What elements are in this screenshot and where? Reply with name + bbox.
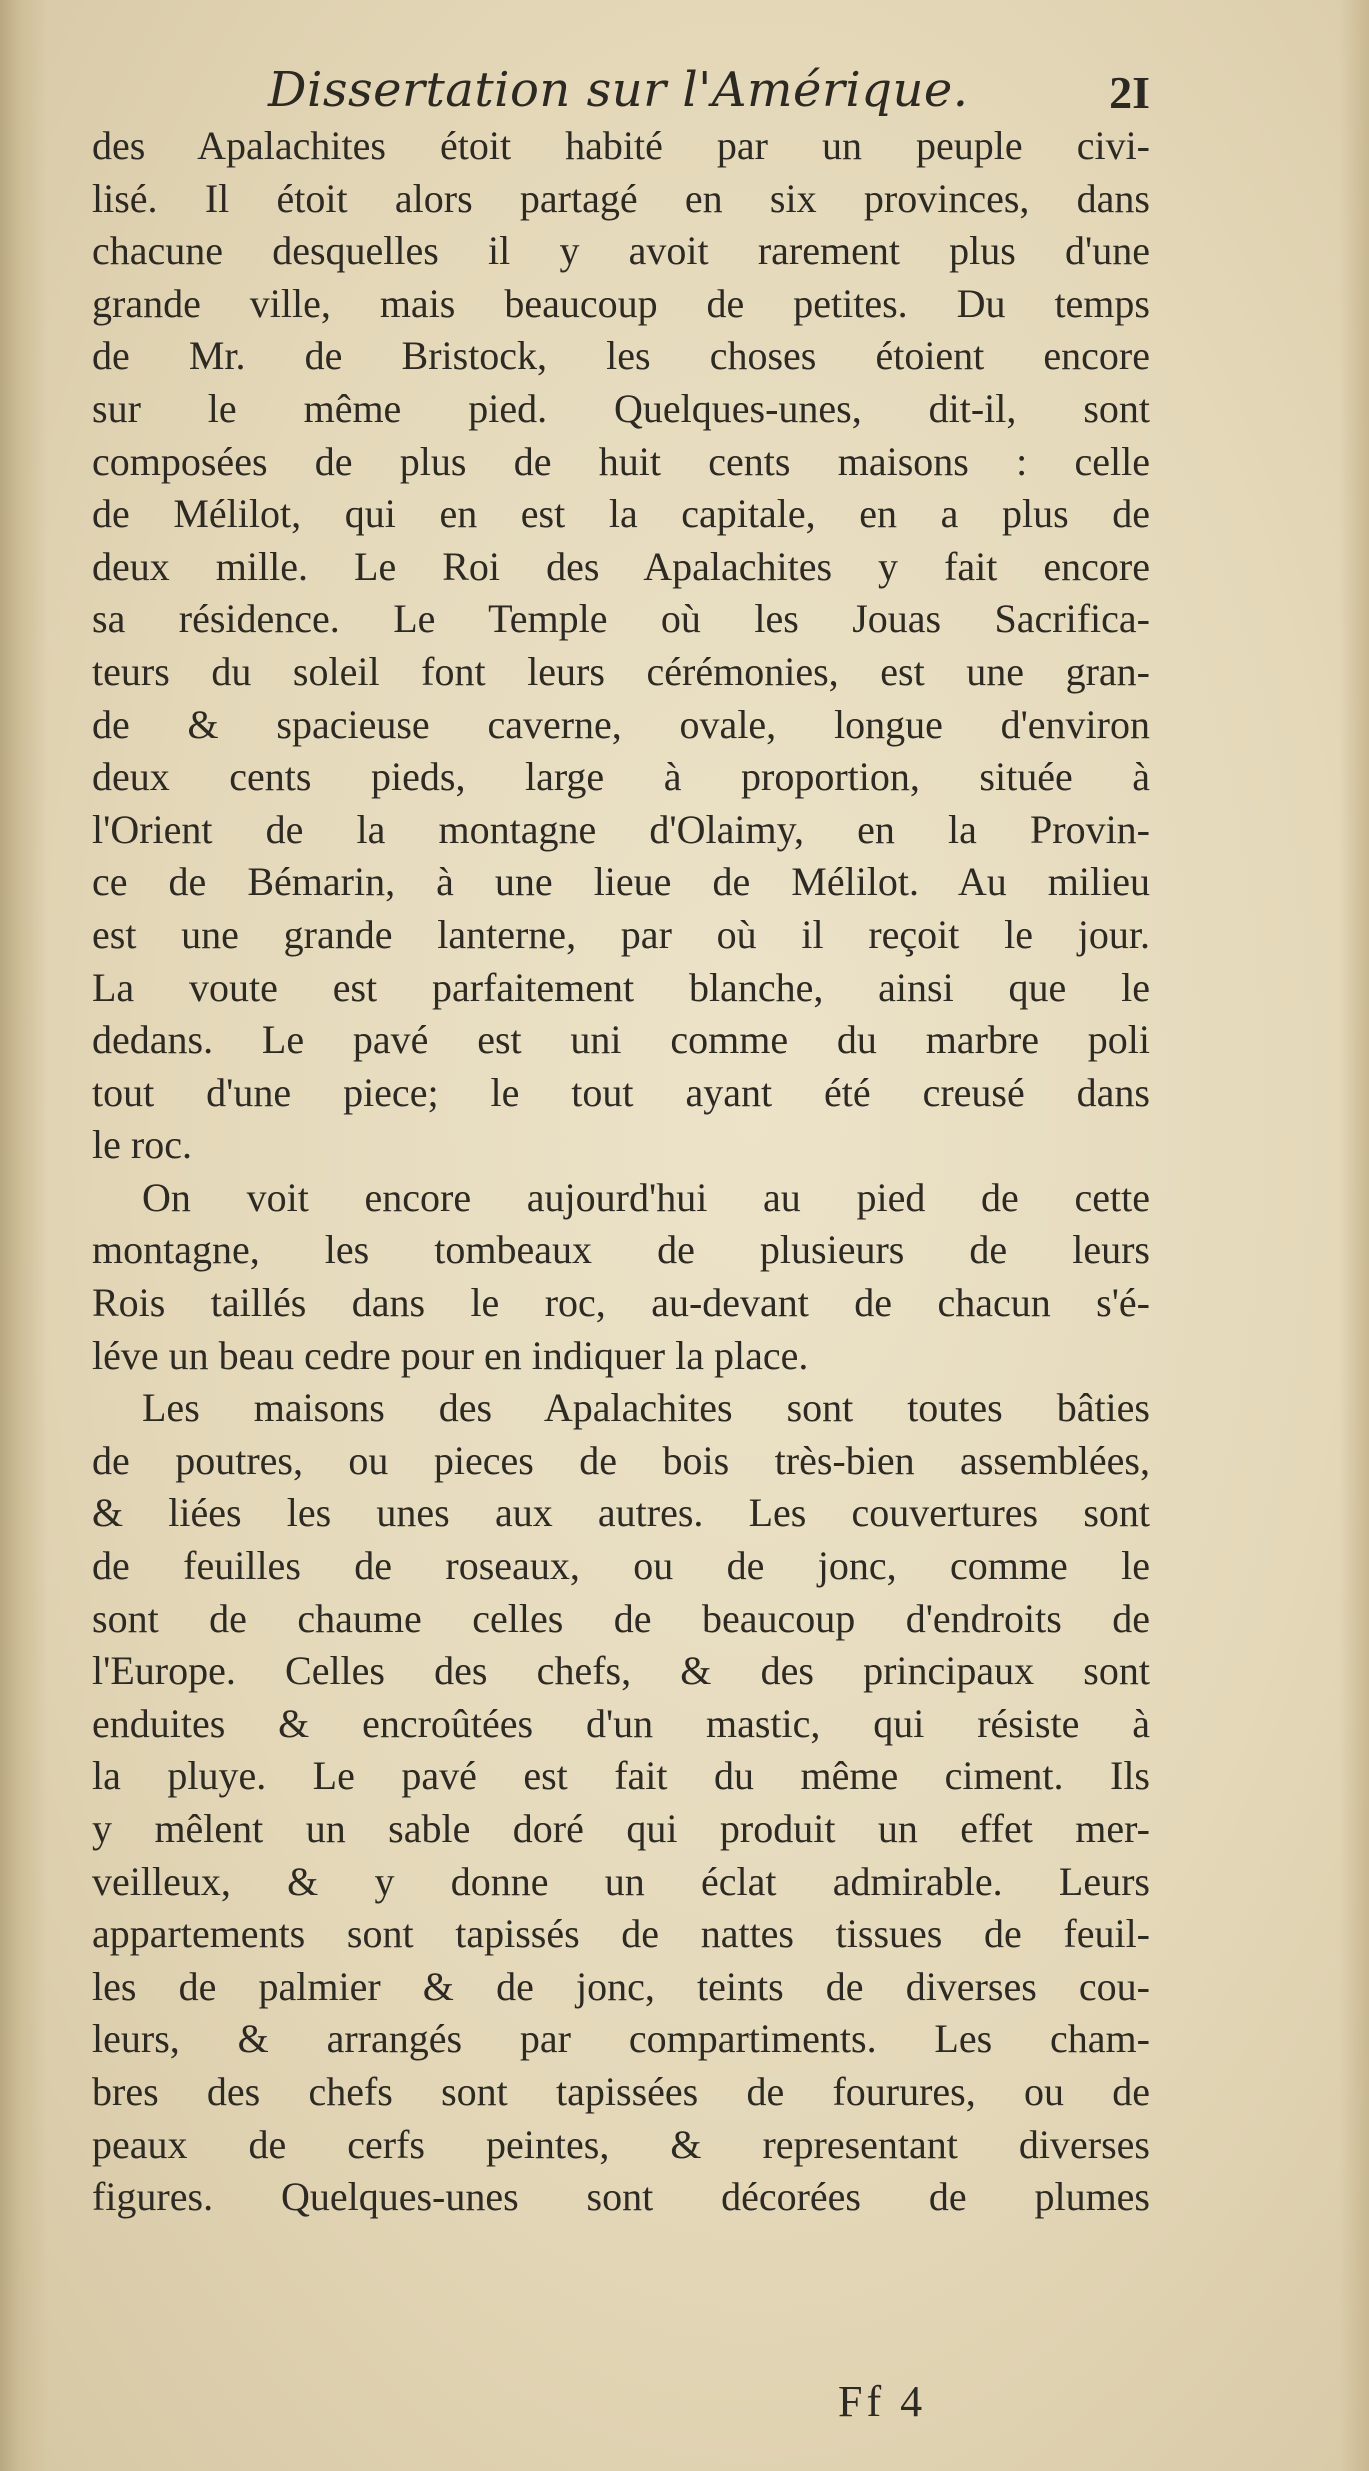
text-line: de feuilles de roseaux, ou de jonc, comme le xyxy=(92,1543,1150,1589)
text-line: grande ville, mais beaucoup de petites. Du temps xyxy=(92,280,1150,326)
text-line: Les maisons des Apalachites sont toutes bâties xyxy=(142,1385,1150,1431)
body-text xyxy=(92,120,1150,2224)
text-line: sont de chaume celles de beaucoup d'endroits de xyxy=(92,1595,1150,1641)
text-line: leurs, & arrangés par compartiments. Les cham- xyxy=(92,2016,1150,2062)
text-line: léve un beau cedre pour en indiquer la place. xyxy=(92,1332,809,1378)
text-line: de Mélilot, qui en est la capitale, en a plus de xyxy=(92,491,1150,537)
text-line: La voute est parfaitement blanche, ainsi que le xyxy=(92,964,1150,1010)
text-line: la pluye. Le pavé est fait du même ciment. Ils xyxy=(92,1753,1150,1799)
text-line: veilleux, & y donne un éclat admirable. Leurs xyxy=(92,1858,1150,1904)
text-line: deux cents pieds, large à proportion, située à xyxy=(92,754,1150,800)
text-line: composées de plus de huit cents maisons : celle xyxy=(92,438,1150,484)
text-line: est une grande lanterne, par où il reçoit le jour. xyxy=(92,911,1150,957)
text-line: de Mr. de Bristock, les choses étoient encore xyxy=(92,333,1150,379)
text-line: teurs du soleil font leurs cérémonies, est une gran- xyxy=(92,648,1150,694)
text-line: lisé. Il étoit alors partagé en six provinces, dans xyxy=(92,175,1150,221)
text-line: y mêlent un sable doré qui produit un effet mer- xyxy=(92,1806,1150,1851)
text-line: ce de Bémarin, à une lieue de Mélilot. Au milieu xyxy=(92,859,1150,905)
text-line: sur le même pied. Quelques-unes, dit-il, sont xyxy=(92,385,1150,431)
text-line: peaux de cerfs peintes, & representant diverses xyxy=(92,2121,1150,2167)
text-line: des Apalachites étoit habité par un peuple civi- xyxy=(92,123,1150,168)
running-head: Dissertation sur l'Amérique. xyxy=(268,62,969,118)
text-line: chacune desquelles il y avoit rarement plus d'une xyxy=(92,228,1150,274)
text-line: dedans. Le pavé est uni comme du marbre poli xyxy=(92,1017,1150,1063)
page-number: 2I xyxy=(1109,67,1150,118)
text-line: deux mille. Le Roi des Apalachites y fait encore xyxy=(92,543,1150,589)
text-line: sa résidence. Le Temple où les Jouas Sacrifica- xyxy=(92,596,1150,642)
text-line: & liées les unes aux autres. Les couvertures sont xyxy=(92,1490,1150,1536)
text-line: de poutres, ou pieces de bois très-bien assemblées, xyxy=(92,1437,1150,1483)
text-line: l'Europe. Celles des chefs, & des principaux sont xyxy=(92,1648,1150,1694)
text-line: enduites & encroûtées d'un mastic, qui résiste à xyxy=(92,1700,1150,1746)
signature-mark: Ff 4 xyxy=(838,2377,927,2426)
text-line: Rois taillés dans le roc, au-devant de chacun s'é- xyxy=(92,1280,1150,1326)
text-line: montagne, les tombeaux de plusieurs de leurs xyxy=(92,1227,1150,1273)
page-edge-shadow xyxy=(1339,0,1369,2471)
text-line: appartements sont tapissés de nattes tissues de feuil- xyxy=(92,1911,1150,1957)
text-line: l'Orient de la montagne d'Olaimy, en la Provin- xyxy=(92,806,1150,852)
page-gutter-shadow xyxy=(0,0,48,2471)
text-line: le roc. xyxy=(92,1122,192,1168)
text-line: de & spacieuse caverne, ovale, longue d'environ xyxy=(92,701,1150,747)
text-line: les de palmier & de jonc, teints de diverses cou- xyxy=(92,1963,1150,2009)
text-line: figures. Quelques-unes sont décorées de plumes xyxy=(92,2174,1150,2220)
text-line: On voit encore aujourd'hui au pied de cette xyxy=(142,1174,1150,1220)
text-line: tout d'une piece; le tout ayant été creusé dans xyxy=(92,1069,1150,1115)
text-line: bres des chefs sont tapissées de fourures, ou de xyxy=(92,2068,1150,2114)
